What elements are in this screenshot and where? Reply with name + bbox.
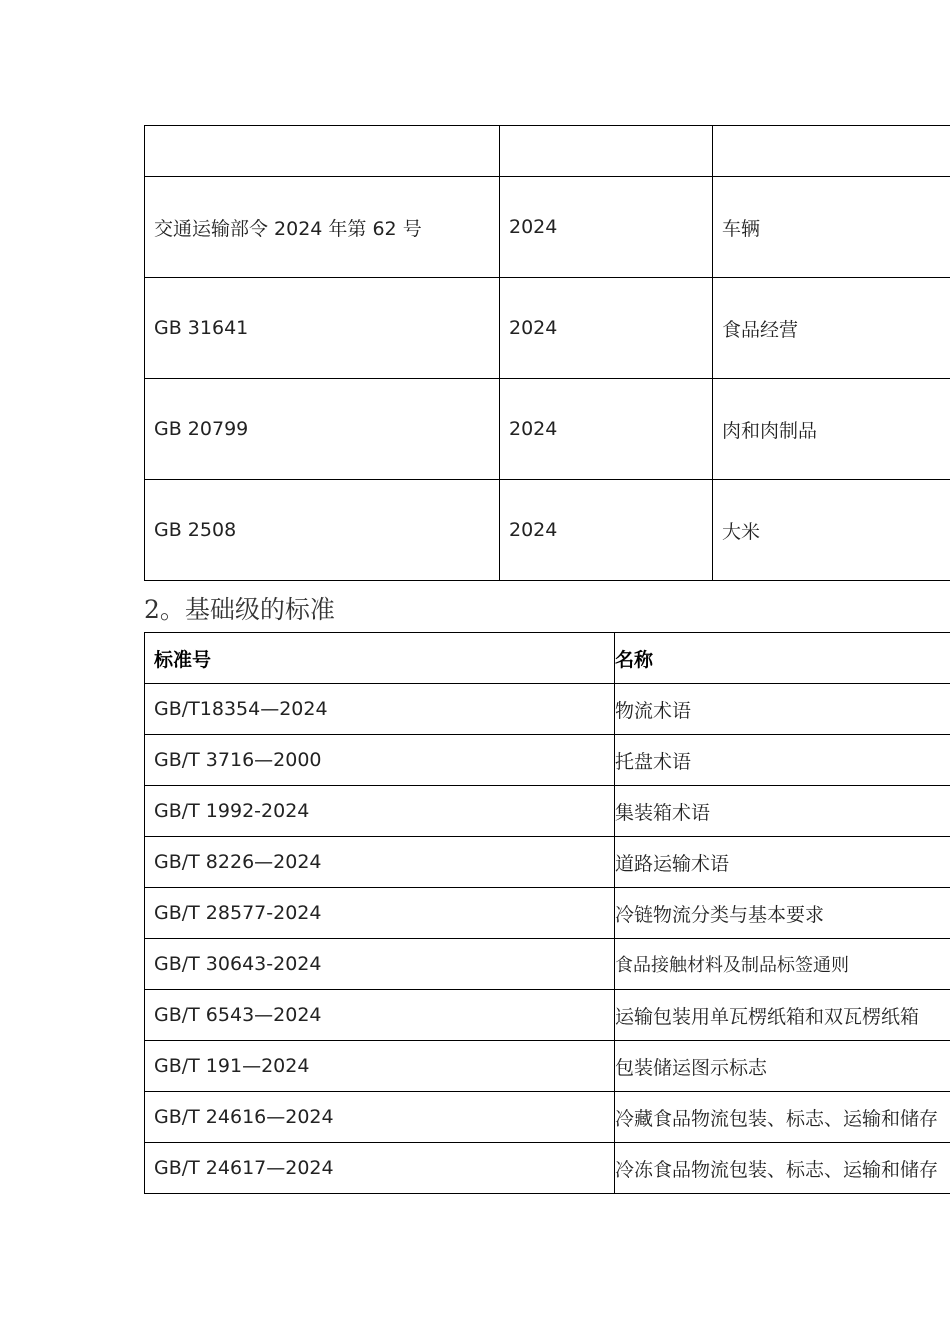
table-row <box>145 939 950 990</box>
vehicle-food-standards-table <box>144 125 950 581</box>
year-cell: 2024 <box>500 278 713 379</box>
standard-name-cell: 集装箱术语 <box>615 786 950 837</box>
standard-name-cell: 食品接触材料及制品标签通则 <box>615 939 950 990</box>
section-heading: 2。基础级的标准 <box>144 595 335 624</box>
basic-standards-table <box>144 632 950 1194</box>
table-row <box>145 837 950 888</box>
table-row <box>145 684 950 735</box>
standard-code-cell: GB/T 8226—2024 <box>145 837 615 888</box>
subject-cell: 肉和肉制品 <box>713 379 950 480</box>
table-row <box>145 735 950 786</box>
table-row <box>145 379 950 480</box>
table-row <box>145 1041 950 1092</box>
table-row-blank <box>145 126 950 177</box>
standard-code-cell: GB/T18354—2024 <box>145 684 615 735</box>
year-cell: 2024 <box>500 480 713 581</box>
standard-code-cell: GB/T 30643-2024 <box>145 939 615 990</box>
header-name: 名称 <box>615 633 950 684</box>
standard-code-cell: GB/T 1992-2024 <box>145 786 615 837</box>
standard-code-cell: GB/T 191—2024 <box>145 1041 615 1092</box>
year-cell: 2024 <box>500 379 713 480</box>
standard-code-cell: GB 31641 <box>145 278 500 379</box>
standard-name-cell: 冷链物流分类与基本要求 <box>615 888 950 939</box>
table-cell-empty <box>713 126 950 177</box>
standard-code-cell: GB/T 24617—2024 <box>145 1143 615 1194</box>
standard-code-cell: GB 20799 <box>145 379 500 480</box>
standard-code-cell: GB/T 6543—2024 <box>145 990 615 1041</box>
table-row <box>145 177 950 278</box>
standard-name-cell: 物流术语 <box>615 684 950 735</box>
standard-code-cell: GB 2508 <box>145 480 500 581</box>
standard-code-cell: GB/T 24616—2024 <box>145 1092 615 1143</box>
table-row <box>145 786 950 837</box>
table-row <box>145 1092 950 1143</box>
table-row <box>145 480 950 581</box>
table-row <box>145 990 950 1041</box>
standard-name-cell: 运输包装用单瓦楞纸箱和双瓦楞纸箱 <box>615 990 950 1041</box>
standard-name-cell: 冷藏食品物流包装、标志、运输和储存 <box>615 1092 950 1143</box>
standard-name-cell: 道路运输术语 <box>615 837 950 888</box>
table-row <box>145 1143 950 1194</box>
standard-name-cell: 冷冻食品物流包装、标志、运输和储存 <box>615 1143 950 1194</box>
subject-cell: 车辆 <box>713 177 950 278</box>
subject-cell: 食品经营 <box>713 278 950 379</box>
table-row <box>145 278 950 379</box>
table-header-row <box>145 633 950 684</box>
standard-code-cell: 交通运输部令 2024 年第 62 号 <box>145 177 500 278</box>
standard-code-cell: GB/T 3716—2000 <box>145 735 615 786</box>
subject-cell: 大米 <box>713 480 950 581</box>
standard-name-cell: 包装储运图示标志 <box>615 1041 950 1092</box>
header-standard-code: 标准号 <box>145 633 615 684</box>
standard-code-cell: GB/T 28577-2024 <box>145 888 615 939</box>
standard-name-cell: 托盘术语 <box>615 735 950 786</box>
table-row <box>145 888 950 939</box>
year-cell: 2024 <box>500 177 713 278</box>
table-cell-empty <box>500 126 713 177</box>
table-cell-empty <box>145 126 500 177</box>
